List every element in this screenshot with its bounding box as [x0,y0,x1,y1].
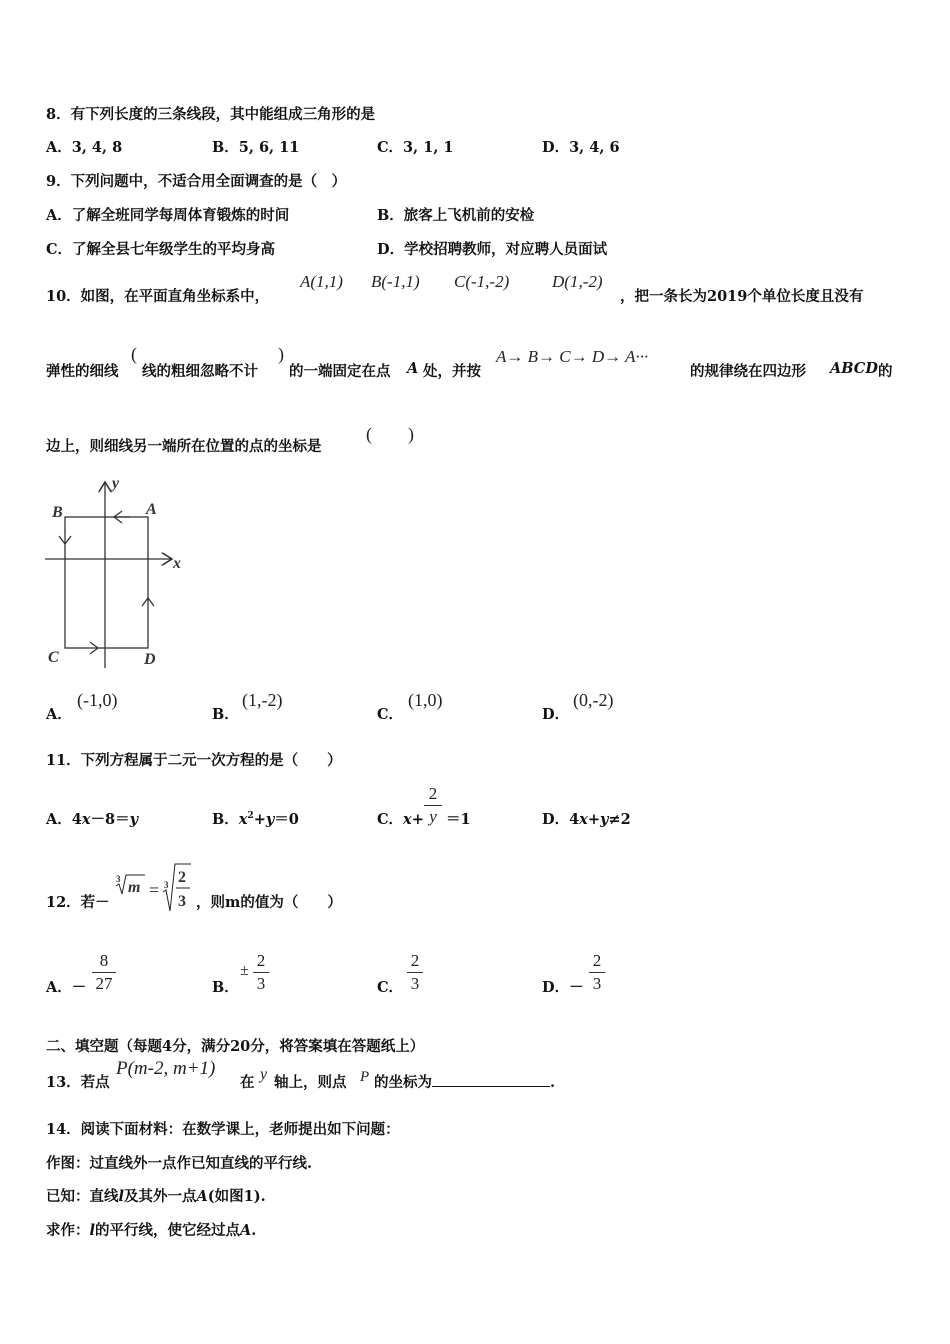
q13-mid2: 轴上，则点 [274,1074,347,1091]
q9-option-c: C．了解全县七年级学生的平均身高 [46,241,276,258]
q14-line2: 作图：过直线外一点作已知直线的平行线. [46,1155,313,1172]
q10-stem-a: 10．如图，在平面直角坐标系中， [46,288,270,305]
q10-line2-c: 的一端固定在点 [289,363,391,380]
q10-figure [40,472,190,670]
q12-option-d: D．－ [542,979,584,996]
svg-text:3: 3 [116,874,121,884]
svg-text:3: 3 [164,880,169,890]
q10-option-a-value: (-1,0) [77,690,118,710]
q10-point-d: D(1,-2) [552,272,603,291]
q12-stem-b: ，则m的值为（ ） [196,894,342,911]
q10-option-d-label: D． [542,706,570,723]
q13-mid: 在 [240,1074,255,1091]
q10-option-b-label: B． [212,706,239,723]
fig-label-y: y [112,475,120,492]
q12-option-c-fraction: 2 3 [407,951,423,994]
q10-paren-open: ( [131,344,137,364]
q14-line1: 14．阅读下面材料：在数学课上，老师提出如下问题： [46,1121,400,1138]
q12-option-a: A．－ [46,979,87,996]
q11-option-d: D．4x+y≠2 [542,811,631,828]
q10-point-c: C(-1,-2) [454,272,510,291]
q9-option-b: B．旅客上飞机前的安检 [377,207,535,224]
q12-option-b-sign: ± [240,962,249,979]
q14-line3: 已知：直线l及其外一点A(如图1). [46,1188,266,1205]
q10-paren-close: ) [278,344,284,364]
q10-path: A→ B→ C→ D→ A··· [496,347,649,366]
q11-stem: 11．下列方程属于二元一次方程的是（ ） [46,752,342,769]
rectangle-abcd [65,517,148,648]
q10-option-b-value: (1,-2) [242,690,283,710]
q12-cube-root-fraction [160,862,192,914]
q14-line4: 求作：l的平行线，使它经过点A. [46,1222,257,1239]
q13-answer-blank[interactable] [432,1072,550,1087]
q8-option-b: B．5, 6, 11 [212,139,300,156]
q12-option-b: B． [212,979,239,996]
q12-option-d-fraction: 2 3 [589,951,605,994]
q12-option-a-fraction: 8 27 [92,951,116,994]
q10-option-c-value: (1,0) [408,690,443,710]
q10-point-b: B(-1,1) [371,272,420,291]
fig-label-b: B [52,504,63,521]
q11-option-c: C．x+ [377,811,424,828]
q10-option-d-value: (0,-2) [573,690,614,710]
q10-point-a-ref: A [407,360,419,377]
q12-cube-root-m [112,872,146,898]
q10-answer-paren: ( ) [366,424,414,444]
q9-stem: 9．下列问题中，不适合用全面调查的是（ ） [46,173,347,190]
q10-line2-f: 的 [878,363,893,380]
q8-option-d: D．3, 4, 6 [542,139,620,156]
svg-text:2: 2 [178,869,186,886]
q10-option-c-label: C． [377,706,404,723]
q11-option-c-tail: ＝1 [446,811,471,828]
fig-label-x: x [173,555,181,572]
q10-quad: ABCD [830,360,878,377]
q12-option-b-fraction: 2 3 [253,951,269,994]
fig-label-d: D [144,651,156,668]
q11-option-b: B．$x^2+y=0$ [212,811,299,828]
q12-equals: = [149,880,160,900]
q10-option-a-label: A． [46,706,72,723]
q12-stem-a: 12．若－ [46,894,110,911]
q10-stem-b: ，把一条长为2019个单位长度且没有 [620,288,864,305]
fig-label-c: C [48,649,59,666]
fig-label-a: A [146,501,157,518]
q9-option-a: A．了解全班同学每周体育锻炼的时间 [46,207,290,224]
q10-line2-d: 处，并按 [423,363,481,380]
q13-point: P [360,1069,370,1085]
q8-stem: 8．有下列长度的三条线段，其中能组成三角形的是 [46,106,376,123]
q13-expr: P(m-2, m+1) [116,1058,216,1079]
q12-option-c: C． [377,979,404,996]
q11-option-c-fraction: 2 y [424,784,442,827]
q10-line2-e: 的规律绕在四边形 [690,363,806,380]
q8-option-a: A．3, 4, 8 [46,139,123,156]
section-2-heading: 二、填空题（每题4分，满分20分，将答案填在答题纸上） [46,1038,425,1055]
q10-point-a: A(1,1) [300,272,343,291]
q10-line2-a: 弹性的细线 [46,363,119,380]
q13-tail: 的坐标为 . [374,1074,556,1091]
q8-option-c: C．3, 1, 1 [377,139,454,156]
q10-line2-b: 线的粗细忽略不计 [142,363,258,380]
svg-text:3: 3 [178,893,186,910]
q10-line3: 边上，则细线另一端所在位置的点的坐标是 [46,438,322,455]
q13-axis: y [260,1066,268,1083]
q9-option-d: D．学校招聘教师，对应聘人员面试 [377,241,608,258]
q13-pre: 13．若点 [46,1074,110,1091]
q11-option-a: A．4x－8＝y [46,811,139,828]
svg-text:m: m [128,879,141,896]
